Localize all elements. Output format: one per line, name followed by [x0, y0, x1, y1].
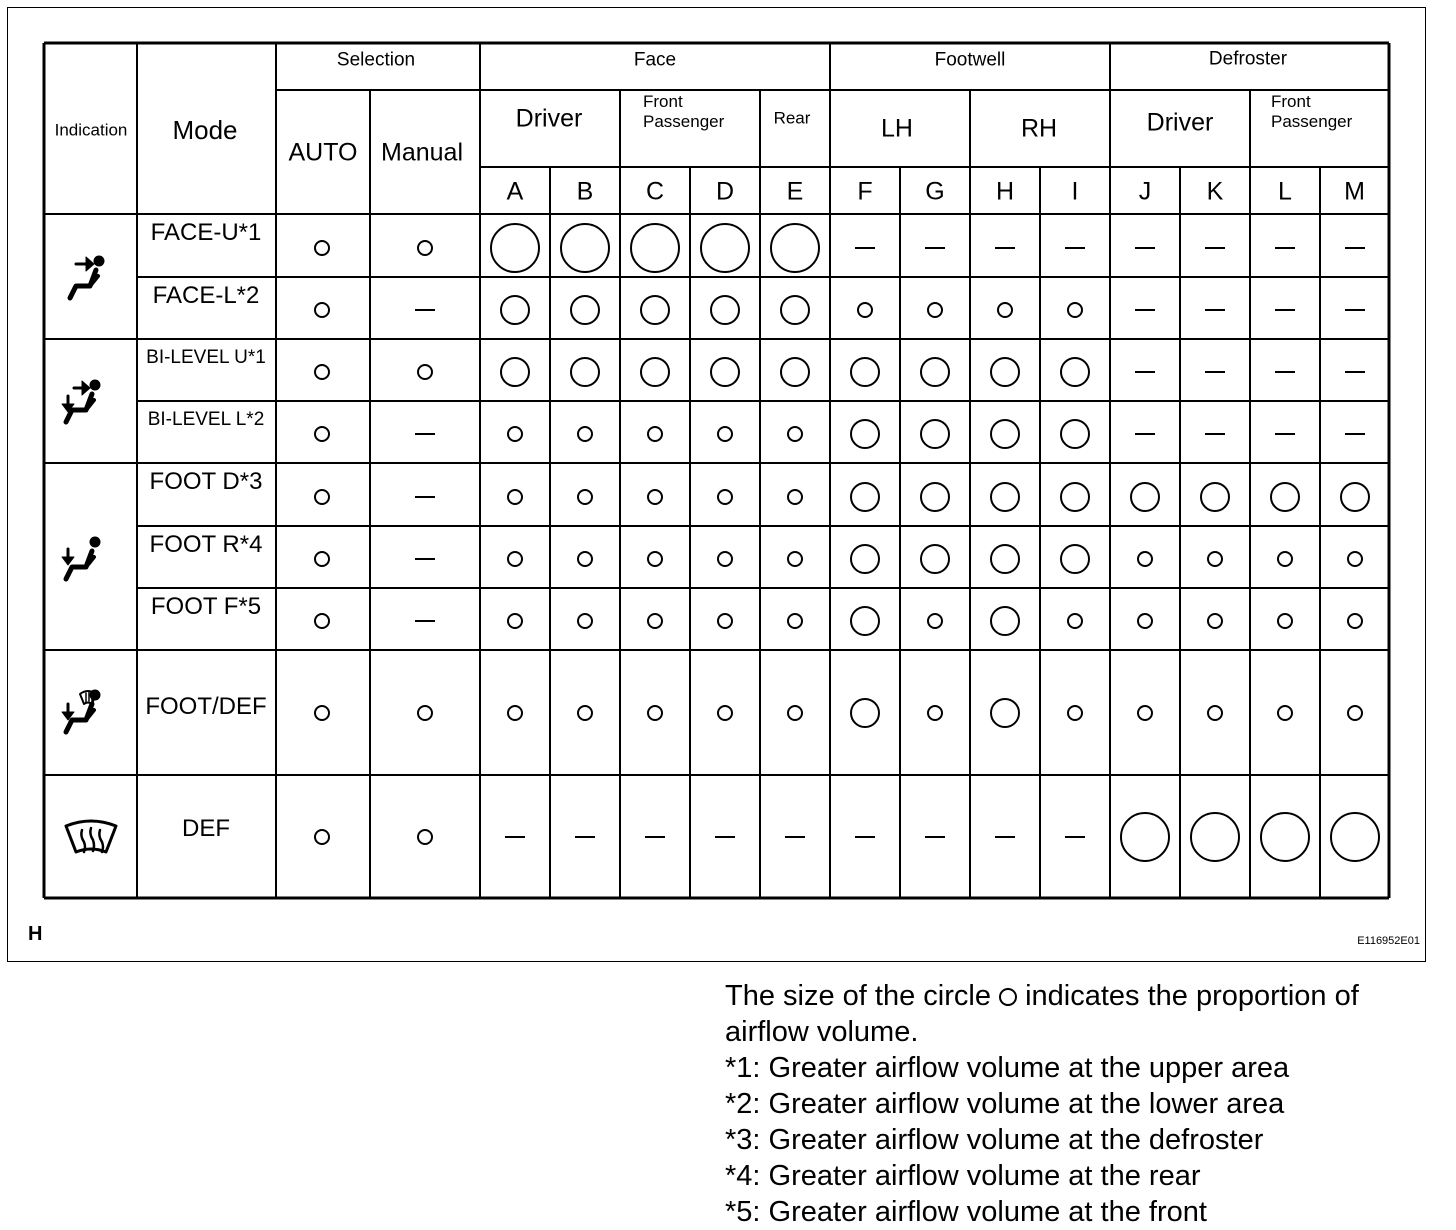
medium-airflow-circle	[850, 482, 880, 512]
small-airflow-circle	[787, 705, 803, 721]
medium-airflow-circle	[1340, 482, 1370, 512]
small-airflow-circle	[1067, 705, 1083, 721]
small-airflow-circle	[717, 705, 733, 721]
note-item: *3: Greater airflow volume at the defroster	[725, 1124, 1264, 1156]
small-airflow-circle	[1137, 705, 1153, 721]
small-airflow-circle	[417, 364, 433, 380]
no-airflow-dash	[1135, 309, 1155, 311]
note-item: *2: Greater airflow volume at the lower area	[725, 1088, 1285, 1120]
small-airflow-circle	[647, 705, 663, 721]
outlet-letter-g: G	[925, 177, 945, 206]
small-airflow-circle	[717, 426, 733, 442]
no-airflow-dash	[1275, 371, 1295, 373]
medium-airflow-circle	[640, 357, 670, 387]
small-airflow-circle	[647, 613, 663, 629]
no-airflow-dash	[1135, 247, 1155, 249]
medium-airflow-circle	[570, 357, 600, 387]
no-airflow-dash	[1205, 309, 1225, 311]
no-airflow-dash	[415, 496, 435, 498]
no-airflow-dash	[415, 309, 435, 311]
medium-airflow-circle	[1060, 544, 1090, 574]
small-airflow-circle	[314, 240, 330, 256]
small-airflow-circle	[927, 705, 943, 721]
medium-airflow-circle	[850, 419, 880, 449]
small-airflow-circle	[1207, 551, 1223, 567]
no-airflow-dash	[925, 836, 945, 838]
no-airflow-dash	[1345, 433, 1365, 435]
small-airflow-circle	[577, 489, 593, 505]
outlet-letter-l: L	[1278, 177, 1292, 206]
no-airflow-dash	[1345, 247, 1365, 249]
mode-label: FOOT/DEF	[145, 693, 267, 720]
mode-label: FOOT R*4	[149, 531, 263, 558]
medium-airflow-circle	[710, 357, 740, 387]
large-airflow-circle	[1330, 812, 1380, 862]
small-airflow-circle	[1277, 705, 1293, 721]
defroster-driver-header: Driver	[1146, 108, 1214, 137]
no-airflow-dash	[505, 836, 525, 838]
no-airflow-dash	[645, 836, 665, 838]
notes-intro-post: indicates the proportion of	[1025, 980, 1359, 1012]
small-airflow-circle	[314, 705, 330, 721]
large-airflow-circle	[560, 223, 610, 273]
small-airflow-circle	[787, 613, 803, 629]
small-airflow-circle	[507, 705, 523, 721]
small-airflow-circle	[507, 489, 523, 505]
defroster-front-passenger-header: Front Passenger	[1271, 92, 1353, 131]
defroster-header: Defroster	[1208, 48, 1288, 70]
no-airflow-dash	[1135, 371, 1155, 373]
small-airflow-circle	[577, 705, 593, 721]
no-airflow-dash	[1345, 309, 1365, 311]
medium-airflow-circle	[710, 295, 740, 325]
medium-airflow-circle	[850, 544, 880, 574]
medium-airflow-circle	[500, 295, 530, 325]
medium-airflow-circle	[990, 419, 1020, 449]
medium-airflow-circle	[920, 357, 950, 387]
medium-airflow-circle	[990, 606, 1020, 636]
small-airflow-circle	[1347, 551, 1363, 567]
no-airflow-dash	[995, 836, 1015, 838]
bi-level-mode-icon	[62, 380, 100, 422]
no-airflow-dash	[1065, 836, 1085, 838]
outlet-letter-j: J	[1138, 177, 1152, 206]
small-airflow-circle	[314, 302, 330, 318]
footwell-lh-header: LH	[881, 114, 913, 143]
large-airflow-circle	[1260, 812, 1310, 862]
foot-mode-icon	[62, 537, 100, 579]
small-airflow-circle	[1277, 613, 1293, 629]
no-airflow-dash	[1205, 433, 1225, 435]
no-airflow-dash	[995, 247, 1015, 249]
def-mode-icon	[66, 821, 116, 852]
no-airflow-dash	[1205, 247, 1225, 249]
small-airflow-circle	[1067, 613, 1083, 629]
small-airflow-circle	[1347, 613, 1363, 629]
small-airflow-circle	[1067, 302, 1083, 318]
medium-airflow-circle	[990, 357, 1020, 387]
footwell-rh-header: RH	[1020, 114, 1058, 143]
face-rear-header: Rear	[773, 108, 811, 128]
small-airflow-circle	[927, 302, 943, 318]
notes-intro-pre: The size of the circle	[725, 980, 991, 1012]
small-airflow-circle	[717, 551, 733, 567]
small-airflow-circle	[647, 426, 663, 442]
large-airflow-circle	[630, 223, 680, 273]
small-airflow-circle	[717, 489, 733, 505]
medium-airflow-circle	[780, 357, 810, 387]
outlet-letter-k: K	[1206, 177, 1224, 206]
figure-id: E116952E01	[1357, 935, 1420, 947]
outlet-letter-b: B	[576, 177, 594, 206]
small-airflow-circle	[717, 613, 733, 629]
outlet-letter-i: I	[1071, 177, 1079, 206]
medium-airflow-circle	[500, 357, 530, 387]
no-airflow-dash	[1205, 371, 1225, 373]
small-airflow-circle	[417, 829, 433, 845]
small-airflow-circle	[577, 551, 593, 567]
small-airflow-circle	[507, 426, 523, 442]
mode-label: DEF	[182, 815, 230, 842]
large-airflow-circle	[1190, 812, 1240, 862]
no-airflow-dash	[415, 558, 435, 560]
small-airflow-circle	[1277, 551, 1293, 567]
no-airflow-dash	[1065, 247, 1085, 249]
medium-airflow-circle	[990, 482, 1020, 512]
medium-airflow-circle	[990, 544, 1020, 574]
face-driver-header: Driver	[515, 104, 583, 133]
no-airflow-dash	[925, 247, 945, 249]
corner-label: H	[28, 923, 43, 945]
small-airflow-circle	[314, 426, 330, 442]
outlet-letter-a: A	[506, 177, 524, 206]
no-airflow-dash	[415, 620, 435, 622]
no-airflow-dash	[785, 836, 805, 838]
small-airflow-circle	[314, 613, 330, 629]
outlet-letter-c: C	[645, 177, 665, 206]
outlet-letter-h: H	[995, 177, 1015, 206]
face-mode-icon	[70, 256, 104, 298]
small-airflow-circle	[1137, 551, 1153, 567]
medium-airflow-circle	[1060, 357, 1090, 387]
manual-header: Manual	[381, 138, 463, 167]
foot-def-mode-icon	[62, 690, 100, 732]
no-airflow-dash	[1135, 433, 1155, 435]
large-airflow-circle	[1120, 812, 1170, 862]
small-airflow-circle	[927, 613, 943, 629]
medium-airflow-circle	[920, 544, 950, 574]
small-airflow-circle	[787, 426, 803, 442]
note-item: *5: Greater airflow volume at the front	[725, 1196, 1207, 1228]
medium-airflow-circle	[850, 357, 880, 387]
small-airflow-circle	[787, 489, 803, 505]
notes-intro	[725, 978, 1359, 1014]
small-airflow-circle	[997, 302, 1013, 318]
small-airflow-circle	[857, 302, 873, 318]
small-airflow-circle	[1207, 613, 1223, 629]
mode-label: FOOT D*3	[149, 468, 263, 495]
mode-label: FACE-U*1	[150, 219, 262, 246]
no-airflow-dash	[1275, 309, 1295, 311]
small-airflow-circle	[314, 364, 330, 380]
notes-intro-line2: airflow volume.	[725, 1016, 919, 1048]
note-item: *1: Greater airflow volume at the upper area	[725, 1052, 1290, 1084]
mode-label: FACE-L*2	[152, 282, 260, 309]
medium-airflow-circle	[1060, 419, 1090, 449]
outlet-letter-f: F	[857, 177, 873, 206]
no-airflow-dash	[415, 433, 435, 435]
medium-airflow-circle	[1130, 482, 1160, 512]
medium-airflow-circle	[990, 698, 1020, 728]
small-airflow-circle	[417, 705, 433, 721]
face-header: Face	[633, 49, 677, 71]
mode-label: BI-LEVEL L*2	[147, 409, 265, 430]
medium-airflow-circle	[1200, 482, 1230, 512]
small-airflow-circle	[787, 551, 803, 567]
large-airflow-circle	[700, 223, 750, 273]
medium-airflow-circle	[780, 295, 810, 325]
small-airflow-circle	[507, 551, 523, 567]
medium-airflow-circle	[920, 419, 950, 449]
small-airflow-circle	[577, 613, 593, 629]
small-airflow-circle	[314, 829, 330, 845]
no-airflow-dash	[1275, 247, 1295, 249]
circle-symbol-icon	[999, 988, 1017, 1006]
no-airflow-dash	[1275, 433, 1295, 435]
medium-airflow-circle	[570, 295, 600, 325]
selection-header: Selection	[336, 49, 416, 71]
footwell-header: Footwell	[934, 49, 1006, 71]
small-airflow-circle	[647, 489, 663, 505]
mode-label: BI-LEVEL U*1	[146, 347, 266, 368]
large-airflow-circle	[490, 223, 540, 273]
auto-header: AUTO	[288, 138, 358, 167]
indication-header: Indication	[54, 120, 128, 140]
no-airflow-dash	[1345, 371, 1365, 373]
large-airflow-circle	[770, 223, 820, 273]
notes-block	[725, 978, 1359, 1230]
face-front-passenger-header: Front Passenger	[643, 92, 725, 131]
small-airflow-circle	[1137, 613, 1153, 629]
no-airflow-dash	[575, 836, 595, 838]
small-airflow-circle	[507, 613, 523, 629]
mode-label: FOOT F*5	[150, 593, 262, 620]
outlet-letter-d: D	[715, 177, 735, 206]
small-airflow-circle	[1207, 705, 1223, 721]
medium-airflow-circle	[640, 295, 670, 325]
small-airflow-circle	[577, 426, 593, 442]
small-airflow-circle	[417, 240, 433, 256]
mode-header: Mode	[172, 115, 238, 145]
medium-airflow-circle	[850, 606, 880, 636]
medium-airflow-circle	[920, 482, 950, 512]
small-airflow-circle	[314, 551, 330, 567]
no-airflow-dash	[855, 247, 875, 249]
no-airflow-dash	[855, 836, 875, 838]
medium-airflow-circle	[850, 698, 880, 728]
small-airflow-circle	[314, 489, 330, 505]
small-airflow-circle	[647, 551, 663, 567]
medium-airflow-circle	[1270, 482, 1300, 512]
outlet-letter-e: E	[786, 177, 804, 206]
note-item: *4: Greater airflow volume at the rear	[725, 1160, 1201, 1192]
medium-airflow-circle	[1060, 482, 1090, 512]
no-airflow-dash	[715, 836, 735, 838]
small-airflow-circle	[1347, 705, 1363, 721]
outlet-letter-m: M	[1344, 177, 1365, 206]
